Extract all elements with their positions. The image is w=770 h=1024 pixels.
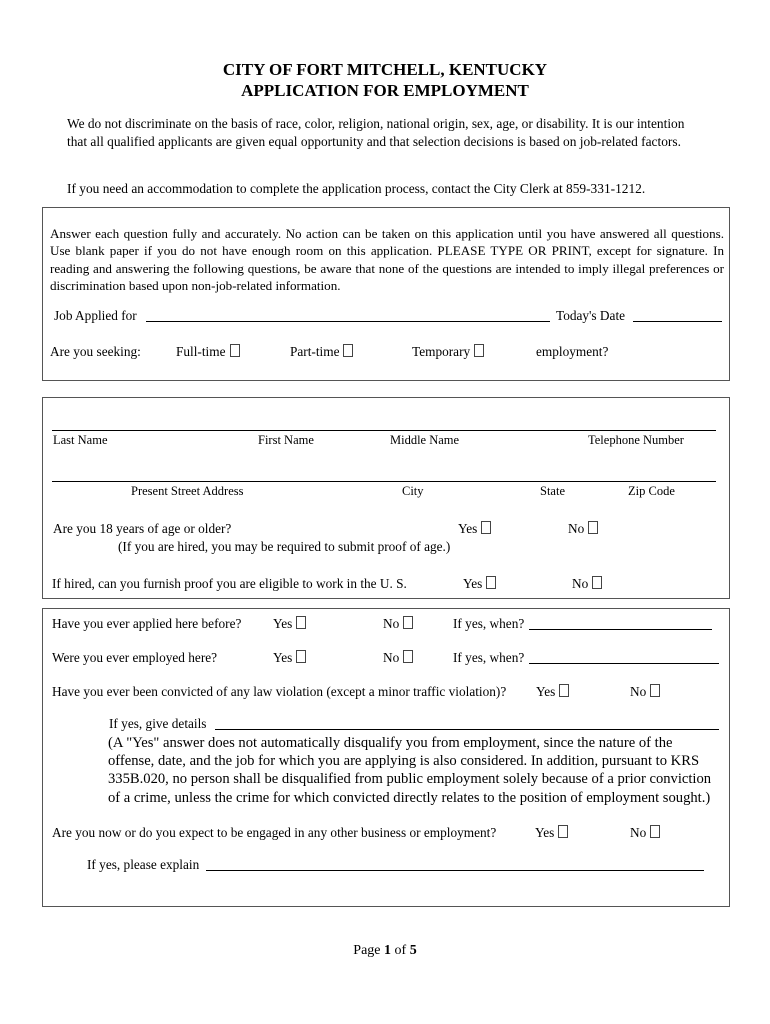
zip-code-label: Zip Code <box>628 484 675 498</box>
page-of: of <box>394 943 407 958</box>
form-title-application: APPLICATION FOR EMPLOYMENT <box>241 81 529 100</box>
other-business-question: Are you now or do you expect to be engaged in any other business or employment? <box>52 825 497 840</box>
other-business-no <box>630 825 660 841</box>
city-label: City <box>402 484 424 498</box>
employed-here-no <box>383 650 413 666</box>
give-details-label: If yes, give details <box>109 716 207 731</box>
applied-before-question: Have you ever applied here before? <box>52 616 242 631</box>
option-parttime <box>290 344 353 360</box>
applied-before-no-checkbox[interactable] <box>403 616 413 629</box>
option-temporary <box>412 344 484 360</box>
nondiscrimination-policy: We do not discriminate on the basis of race, color, religion, national origin, sex, age, or disability. It is our intention that all qualified applicants are given equal opportunity and that selection decisions is based on job-related factors. <box>67 116 685 149</box>
telephone-label: Telephone Number <box>588 433 684 447</box>
other-business-no-label: No <box>630 825 647 840</box>
other-business-yes-checkbox[interactable] <box>558 825 568 838</box>
eligibility-no <box>572 576 602 592</box>
employed-when-field[interactable] <box>529 663 719 664</box>
street-address-label: Present Street Address <box>131 484 244 498</box>
temporary-label: Temporary <box>412 344 471 359</box>
seeking-label: Are you seeking: <box>50 344 141 359</box>
convicted-yes-label: Yes <box>536 684 556 699</box>
employed-here-yes-label: Yes <box>273 650 293 665</box>
last-name-label: Last Name <box>53 433 108 447</box>
employment-label: employment? <box>536 344 609 359</box>
eligibility-question: If hired, can you furnish proof you are eligible to work in the U. S. <box>52 576 407 591</box>
conviction-details-field[interactable] <box>215 729 719 730</box>
name-phone-field[interactable] <box>52 430 716 431</box>
age-yes-label: Yes <box>458 521 478 536</box>
page-current: 1 <box>384 943 392 958</box>
applied-before-yes-label: Yes <box>273 616 293 631</box>
age-yes-checkbox[interactable] <box>481 521 491 534</box>
address-field[interactable] <box>52 481 716 482</box>
convicted-yes-checkbox[interactable] <box>559 684 569 697</box>
age-yes <box>458 521 491 537</box>
convicted-no-label: No <box>630 684 647 699</box>
applied-when-label: If yes, when? <box>453 616 525 631</box>
middle-name-label: Middle Name <box>390 433 460 447</box>
eligibility-no-label: No <box>572 576 589 591</box>
employed-here-yes <box>273 650 306 666</box>
instructions-text: Answer each question fully and accurately. No action can be taken on this application until you have answered all questions. Use blank paper if you do not have enough room on this application. PLEASE TYPE OR PRINT, except for signature. In reading and answering the following questions, be aware that none of the questions are intended to imply illegal preferences or discrimination based upon non-job-related information. <box>50 226 724 293</box>
age-no-checkbox[interactable] <box>588 521 598 534</box>
accommodation-note: If you need an accommodation to complete the application process, contact the City Clerk at 859-331-1212. <box>67 181 646 196</box>
eligibility-yes-checkbox[interactable] <box>486 576 496 589</box>
other-business-yes-label: Yes <box>535 825 555 840</box>
please-explain-label: If yes, please explain <box>87 857 200 872</box>
fulltime-label: Full-time <box>176 344 226 359</box>
eligibility-yes-label: Yes <box>463 576 483 591</box>
convicted-yes <box>536 684 569 700</box>
employed-here-no-checkbox[interactable] <box>403 650 413 663</box>
first-name-label: First Name <box>258 433 314 447</box>
option-fulltime <box>176 344 240 360</box>
applied-before-yes <box>273 616 306 632</box>
convicted-no-checkbox[interactable] <box>650 684 660 697</box>
age-question: Are you 18 years of age or older? <box>53 521 232 536</box>
convicted-no <box>630 684 660 700</box>
job-applied-field[interactable] <box>146 321 550 322</box>
eligibility-no-checkbox[interactable] <box>592 576 602 589</box>
convicted-question: Have you ever been convicted of any law violation (except a minor traffic violation)? <box>52 684 507 699</box>
employed-here-question: Were you ever employed here? <box>52 650 218 665</box>
age-no-label: No <box>568 521 585 536</box>
applied-before-no <box>383 616 413 632</box>
other-business-yes <box>535 825 568 841</box>
job-applied-label: Job Applied for <box>54 308 137 323</box>
parttime-checkbox[interactable] <box>343 344 353 357</box>
page-number <box>0 943 770 959</box>
explain-field[interactable] <box>206 870 704 871</box>
fulltime-checkbox[interactable] <box>230 344 240 357</box>
state-label: State <box>540 484 565 498</box>
page-prefix: Page <box>353 943 381 958</box>
todays-date-field[interactable] <box>633 321 722 322</box>
applied-before-yes-checkbox[interactable] <box>296 616 306 629</box>
page-total: 5 <box>409 943 417 958</box>
employed-here-no-label: No <box>383 650 400 665</box>
conviction-disclaimer: (A "Yes" answer does not automatically disqualify you from employment, since the nature of the offense, date, and the job for which you are applying is also considered. In addition, pursuant to KRS 335B.020, no person shall be disqualified from public employment solely because of a prior conviction of a crime, unless the crime for which convicted directly relates to the position of employment sought.) <box>108 735 712 806</box>
todays-date-label: Today's Date <box>556 308 626 323</box>
employed-here-yes-checkbox[interactable] <box>296 650 306 663</box>
eligibility-yes <box>463 576 496 592</box>
applied-when-field[interactable] <box>529 629 712 630</box>
applied-before-no-label: No <box>383 616 400 631</box>
other-business-no-checkbox[interactable] <box>650 825 660 838</box>
temporary-checkbox[interactable] <box>474 344 484 357</box>
age-proof-note: (If you are hired, you may be required to submit proof of age.) <box>118 539 451 554</box>
age-no <box>568 521 598 537</box>
form-title-city: CITY OF FORT MITCHELL, KENTUCKY <box>222 60 548 79</box>
parttime-label: Part-time <box>290 344 340 359</box>
employed-when-label: If yes, when? <box>453 650 525 665</box>
